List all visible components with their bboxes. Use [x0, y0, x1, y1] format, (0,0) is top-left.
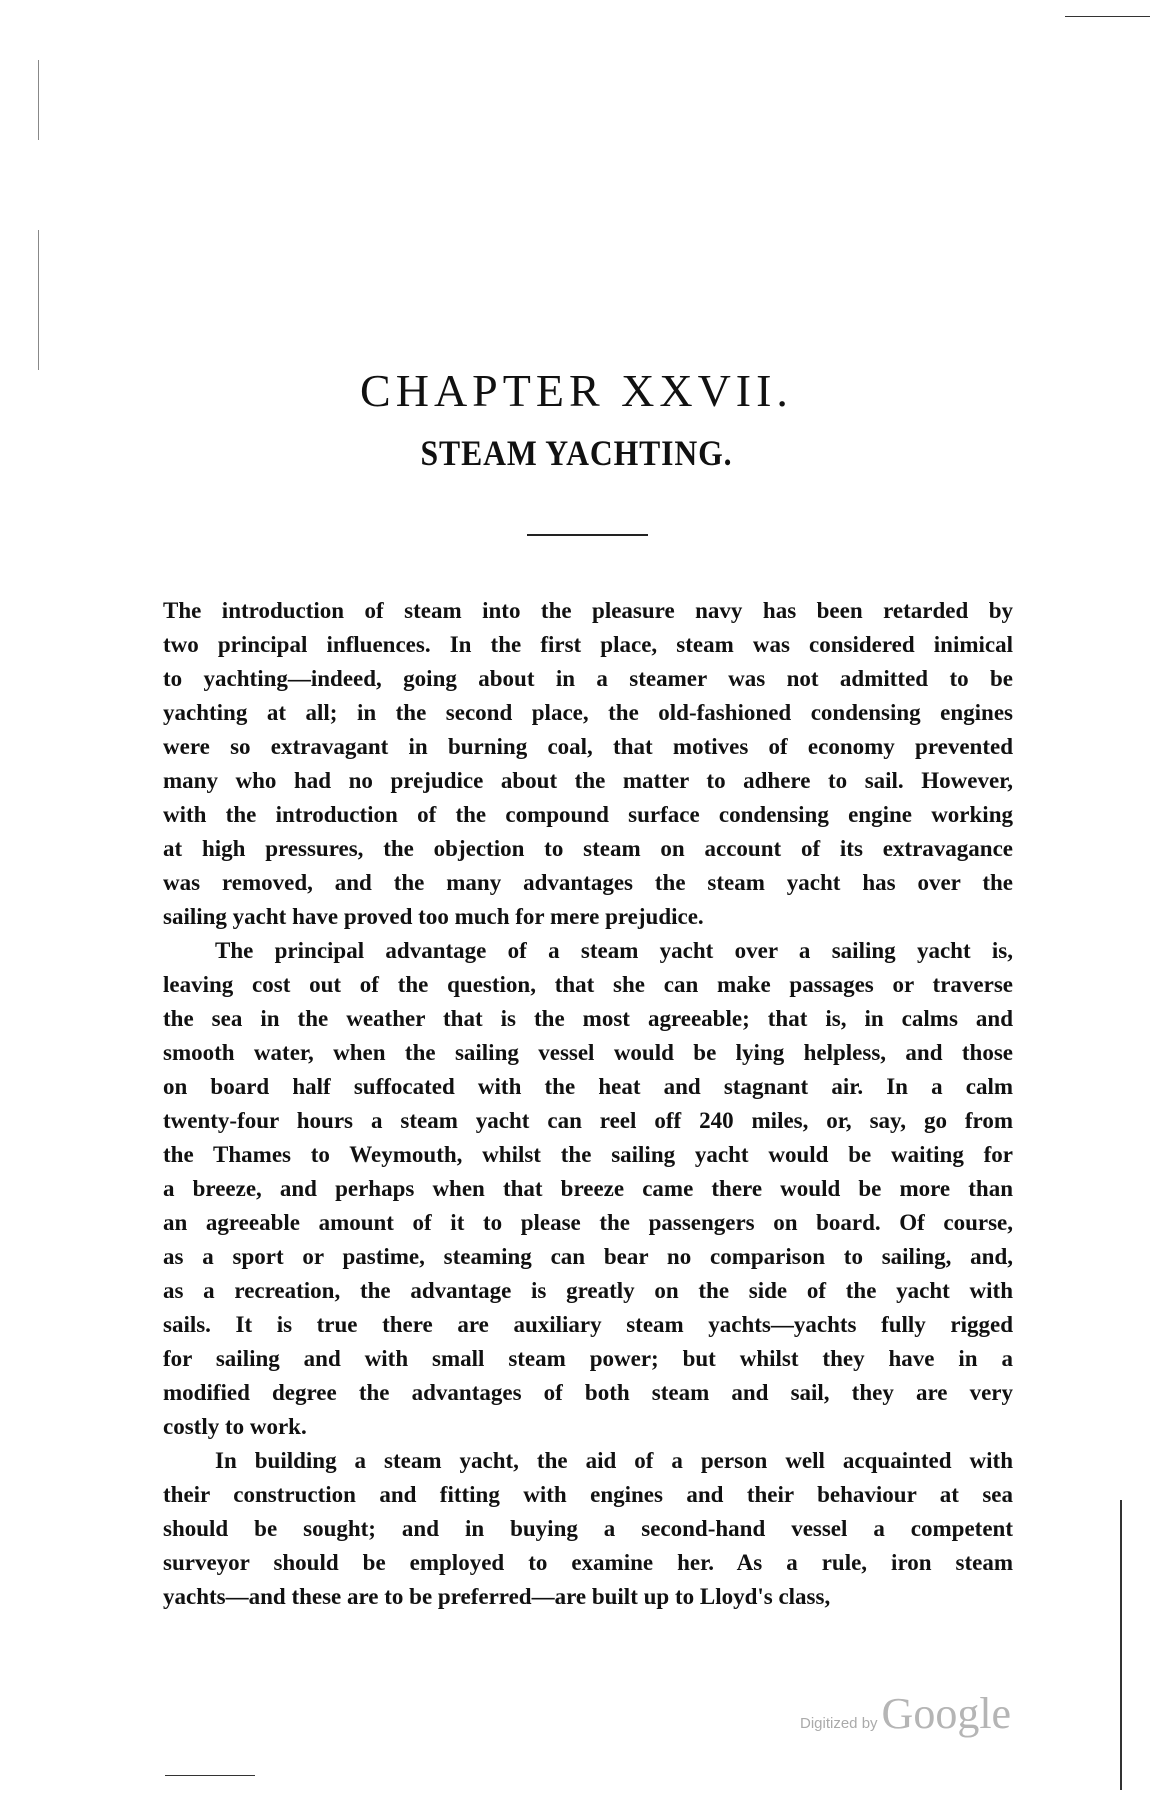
text-line: yachts—and these are to be preferred—are built up to Lloyd's class, [163, 1584, 831, 1609]
text-line: on board half suffocated with the heat and stagnant air. In a calm [163, 1074, 1013, 1099]
text-line: leaving cost out of the question, that she can make passages or traverse [163, 972, 1013, 997]
watermark-brand: Google [881, 1689, 1012, 1738]
text-line: was removed, and the many advantages the steam yacht has over the [163, 870, 1013, 895]
text-line: at high pressures, the objection to steam on account of its extravagance [163, 836, 1013, 861]
text-line: surveyor should be employed to examine her. As a rule, iron steam [163, 1550, 1013, 1575]
margin-line [38, 60, 39, 140]
text-line: modified degree the advantages of both steam and sail, they are very [163, 1380, 1013, 1405]
chapter-title: CHAPTER XXVII. [360, 365, 793, 416]
text-line: two principal influences. In the first place, steam was considered inimical [163, 632, 1013, 657]
text-line: costly to work. [163, 1414, 307, 1439]
text-line: with the introduction of the compound surface condensing engine working [163, 802, 1013, 827]
text-line: In building a steam yacht, the aid of a person well acquainted with [215, 1448, 1013, 1473]
text-line: smooth water, when the sailing vessel would be lying helpless, and those [163, 1040, 1013, 1065]
text-line: the sea in the weather that is the most agreeable; that is, in calms and [163, 1006, 1013, 1031]
text-line: twenty-four hours a steam yacht can reel off 240 miles, or, say, go from [163, 1108, 1013, 1133]
text-line: should be sought; and in buying a second-hand vessel a competent [163, 1516, 1013, 1541]
chapter-subtitle: STEAM YACHTING. [420, 433, 733, 473]
watermark-prefix: Digitized by [800, 1715, 878, 1732]
margin-line [165, 1775, 255, 1776]
digitized-watermark [800, 1688, 1011, 1739]
text-line: yachting at all; in the second place, the old-fashioned condensing engines [163, 700, 1013, 725]
text-line: The principal advantage of a steam yacht over a sailing yacht is, [215, 938, 1013, 963]
text-line: for sailing and with small steam power; but whilst they have in a [163, 1346, 1013, 1371]
text-line: sailing yacht have proved too much for mere prejudice. [163, 904, 704, 929]
text-line: the Thames to Weymouth, whilst the sailing yacht would be waiting for [163, 1142, 1013, 1167]
text-line: a breeze, and perhaps when that breeze came there would be more than [163, 1176, 1013, 1201]
body-text [163, 594, 1013, 1614]
text-line: were so extravagant in burning coal, that motives of economy prevented [163, 734, 1013, 759]
margin-line [1065, 16, 1150, 17]
text-line: The introduction of steam into the pleasure navy has been retarded by [163, 598, 1013, 623]
text-line: sails. It is true there are auxiliary steam yachts—yachts fully rigged [163, 1312, 1013, 1337]
text-line: an agreeable amount of it to please the passengers on board. Of course, [163, 1210, 1013, 1235]
text-line: to yachting—indeed, going about in a steamer was not admitted to be [163, 666, 1013, 691]
margin-line [1120, 1500, 1122, 1790]
margin-line [38, 230, 39, 370]
text-line: as a sport or pastime, steaming can bear no comparison to sailing, and, [163, 1244, 1013, 1269]
text-line: as a recreation, the advantage is greatly on the side of the yacht with [163, 1278, 1013, 1303]
title-divider [527, 534, 648, 536]
text-line: their construction and fitting with engines and their behaviour at sea [163, 1482, 1013, 1507]
text-line: many who had no prejudice about the matter to adhere to sail. However, [163, 768, 1013, 793]
